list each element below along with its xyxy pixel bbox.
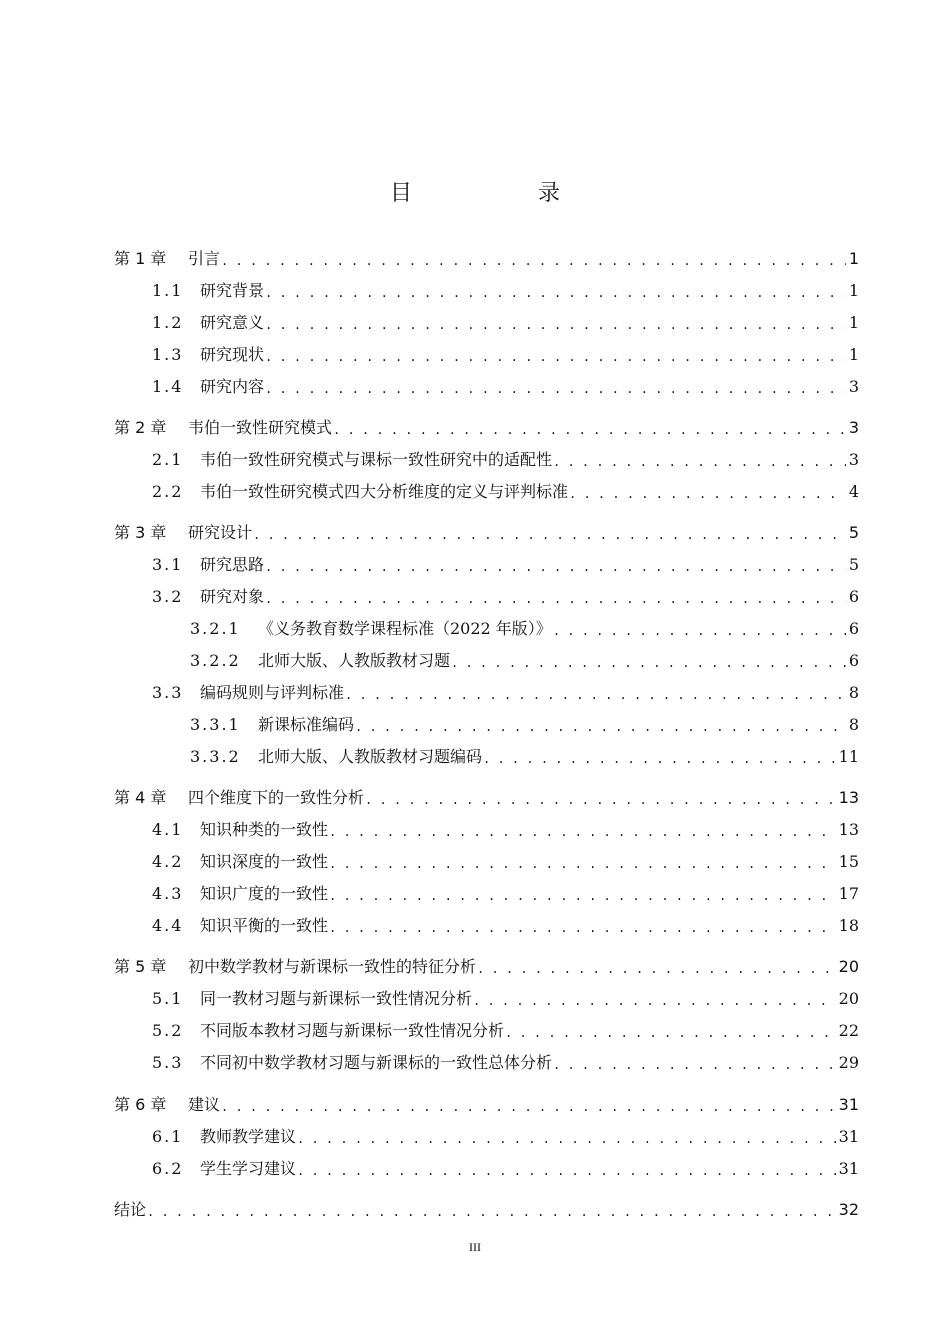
toc-entry-number: 3.2.2 — [190, 651, 241, 670]
toc-entry-page: 8 — [848, 715, 859, 734]
dot-leader — [365, 788, 836, 812]
dot-leader — [569, 482, 846, 506]
dot-leader — [553, 619, 846, 643]
toc-entry-section[interactable] — [152, 850, 859, 874]
toc-entry-page: 3 — [848, 377, 859, 396]
toc-entry-number: 5.1 — [152, 989, 184, 1008]
dot-leader — [265, 377, 846, 401]
dot-leader — [265, 313, 846, 337]
toc-entry-title: 教师教学建议 — [200, 1127, 297, 1146]
toc-entry-number: 3.3.2 — [190, 747, 241, 766]
toc-entry-page: 17 — [838, 884, 859, 903]
toc-entry-section[interactable] — [152, 1051, 859, 1075]
dot-leader — [355, 715, 846, 739]
toc-entry-page: 31 — [838, 1159, 859, 1178]
toc-entry-section[interactable] — [152, 818, 859, 842]
toc-entry-number: 第 5 章 — [114, 957, 167, 976]
toc-entry-page: 32 — [838, 1200, 859, 1219]
toc-entry-section[interactable] — [152, 480, 859, 504]
toc-entry-number: 第 3 章 — [114, 523, 167, 542]
toc-entry-number: 1.4 — [152, 377, 184, 396]
toc-entry-number: 3.2 — [152, 587, 184, 606]
dot-leader — [505, 1021, 836, 1045]
toc-entry-page: 29 — [838, 1053, 859, 1072]
toc-entry-page: 4 — [848, 482, 859, 501]
toc-entry-chapter[interactable] — [114, 416, 859, 440]
toc-entry-title: 研究意义 — [200, 313, 265, 332]
toc-entry-title: 北师大版、人教版教材习题 — [258, 651, 451, 670]
toc-entry-title: 《义务教育数学课程标准（2022 年版）》 — [258, 619, 552, 638]
toc-entry-title: 韦伯一致性研究模式与课标一致性研究中的适配性 — [200, 450, 553, 469]
dot-leader — [553, 450, 846, 474]
toc-entry-number: 6.2 — [152, 1159, 184, 1178]
toc-entry-page: 13 — [838, 820, 859, 839]
toc-entry-section[interactable] — [152, 279, 859, 303]
dot-leader — [345, 683, 846, 707]
toc-entry-title: 学生学习建议 — [200, 1159, 297, 1178]
toc-entry-title: 不同版本教材习题与新课标一致性情况分析 — [200, 1021, 505, 1040]
dot-leader — [329, 916, 836, 940]
dot-leader — [253, 523, 846, 547]
toc-entry-title: 研究对象 — [200, 587, 265, 606]
toc-entry-section[interactable] — [152, 1019, 859, 1043]
toc-entry-page: 20 — [838, 957, 859, 976]
toc-entry-number: 5.2 — [152, 1021, 184, 1040]
toc-entry-title: 同一教材习题与新课标一致性情况分析 — [200, 989, 473, 1008]
dot-leader — [221, 1095, 836, 1119]
toc-entry-number: 第 4 章 — [114, 788, 167, 807]
toc-entry-title: 四个维度下的一致性分析 — [188, 788, 365, 807]
page-number-footer: III — [469, 1240, 481, 1254]
toc-entry-page: 3 — [848, 450, 859, 469]
dot-leader — [333, 418, 846, 442]
toc-entry-title: 新课标准编码 — [258, 715, 355, 734]
toc-entry-page: 22 — [838, 1021, 859, 1040]
toc-entry-section[interactable] — [152, 1157, 859, 1181]
toc-entry-title: 不同初中数学教材习题与新课标的一致性总体分析 — [200, 1053, 553, 1072]
toc-entry-section[interactable] — [152, 553, 859, 577]
toc-entry-page: 1 — [848, 313, 859, 332]
toc-entry-chapter[interactable] — [114, 1093, 859, 1117]
toc-entry-page: 6 — [848, 587, 859, 606]
toc-entry-number: 6.1 — [152, 1127, 184, 1146]
toc-entry-section[interactable] — [152, 448, 859, 472]
toc-entry-chapter[interactable] — [114, 955, 859, 979]
dot-leader — [473, 989, 836, 1013]
toc-entry-page: 31 — [838, 1127, 859, 1146]
dot-leader — [297, 1127, 836, 1151]
toc-entry-number: 第 1 章 — [114, 249, 167, 268]
toc-entry-title: 知识平衡的一致性 — [200, 916, 329, 935]
toc-entry-section[interactable] — [152, 375, 859, 399]
dot-leader — [483, 747, 836, 771]
toc-entry-section[interactable] — [152, 311, 859, 335]
dot-leader — [297, 1159, 836, 1183]
toc-entry-number: 3.3.1 — [190, 715, 241, 734]
toc-entry-number: 5.3 — [152, 1053, 184, 1072]
dot-leader — [147, 1200, 836, 1224]
toc-entry-chapter[interactable] — [114, 521, 859, 545]
toc-entry-chapter[interactable] — [114, 786, 859, 810]
toc-entry-title: 研究思路 — [200, 555, 265, 574]
toc-entry-number: 3.1 — [152, 555, 184, 574]
toc-entry-page: 15 — [838, 852, 859, 871]
toc-entry-page: 13 — [838, 788, 859, 807]
toc-entry-title: 结论 — [114, 1200, 147, 1219]
toc-entry-number: 2.1 — [152, 450, 184, 469]
toc-entry-page: 5 — [848, 523, 859, 542]
toc-entry-section[interactable] — [152, 585, 859, 609]
toc-entry-section[interactable] — [152, 1125, 859, 1149]
toc-entry-section[interactable] — [152, 681, 859, 705]
toc-entry-title: 韦伯一致性研究模式 — [188, 418, 333, 437]
toc-entry-number: 3.2.1 — [190, 619, 241, 638]
toc-entry-subsection[interactable] — [190, 745, 859, 769]
toc-entry-subsection[interactable] — [190, 649, 859, 673]
toc-entry-number: 第 6 章 — [114, 1095, 167, 1114]
dot-leader — [265, 281, 846, 305]
toc-entry-page: 1 — [848, 249, 859, 268]
toc-entry-page: 3 — [848, 418, 859, 437]
dot-leader — [265, 345, 846, 369]
toc-entry-number: 1.1 — [152, 281, 184, 300]
toc-entry-number: 4.1 — [152, 820, 184, 839]
toc-entry-page: 11 — [838, 747, 859, 766]
dot-leader — [451, 651, 846, 675]
toc-entry-number: 4.3 — [152, 884, 184, 903]
toc-entry-title: 知识深度的一致性 — [200, 852, 329, 871]
dot-leader — [265, 555, 846, 579]
toc-entry-number: 4.4 — [152, 916, 184, 935]
toc-entry-section[interactable] — [152, 987, 859, 1011]
toc-entry-conclusion[interactable] — [114, 1198, 859, 1222]
toc-entry-title: 研究背景 — [200, 281, 265, 300]
dot-leader — [329, 852, 836, 876]
toc-entry-title: 编码规则与评判标准 — [200, 683, 345, 702]
toc-entry-page: 18 — [838, 916, 859, 935]
toc-entry-chapter[interactable] — [114, 247, 859, 271]
toc-entry-number: 1.3 — [152, 345, 184, 364]
dot-leader — [329, 820, 836, 844]
toc-entry-page: 31 — [838, 1095, 859, 1114]
toc-entry-page: 5 — [848, 555, 859, 574]
toc-entry-title: 北师大版、人教版教材习题编码 — [258, 747, 483, 766]
toc-entry-page: 8 — [848, 683, 859, 702]
toc-entry-title: 研究现状 — [200, 345, 265, 364]
page-title: 目 录 — [389, 181, 612, 206]
toc-entry-number: 4.2 — [152, 852, 184, 871]
toc-entry-title: 研究设计 — [188, 523, 253, 542]
dot-leader — [221, 249, 846, 273]
toc-entry-page: 20 — [838, 989, 859, 1008]
toc-entry-title: 知识广度的一致性 — [200, 884, 329, 903]
dot-leader — [477, 957, 836, 981]
toc-entry-page: 1 — [848, 281, 859, 300]
toc-entry-title: 初中数学教材与新课标一致性的特征分析 — [188, 957, 477, 976]
toc-entry-page: 6 — [848, 619, 859, 638]
toc-entry-title: 建议 — [188, 1095, 221, 1114]
dot-leader — [553, 1053, 836, 1077]
toc-entry-subsection[interactable] — [190, 617, 859, 641]
toc-entry-title: 研究内容 — [200, 377, 265, 396]
toc-entry-page: 6 — [848, 651, 859, 670]
toc-entry-title: 知识种类的一致性 — [200, 820, 329, 839]
toc-entry-section[interactable] — [152, 914, 859, 938]
dot-leader — [265, 587, 846, 611]
toc-entry-number: 3.3 — [152, 683, 184, 702]
toc-entry-number: 1.2 — [152, 313, 184, 332]
toc-entry-subsection[interactable] — [190, 713, 859, 737]
toc-entry-section[interactable] — [152, 882, 859, 906]
dot-leader — [329, 884, 836, 908]
toc-entry-title: 韦伯一致性研究模式四大分析维度的定义与评判标准 — [200, 482, 569, 501]
toc-entry-number: 2.2 — [152, 482, 184, 501]
toc-entry-number: 第 2 章 — [114, 418, 167, 437]
toc-entry-title: 引言 — [188, 249, 221, 268]
toc-entry-section[interactable] — [152, 343, 859, 367]
toc-entry-page: 1 — [848, 345, 859, 364]
